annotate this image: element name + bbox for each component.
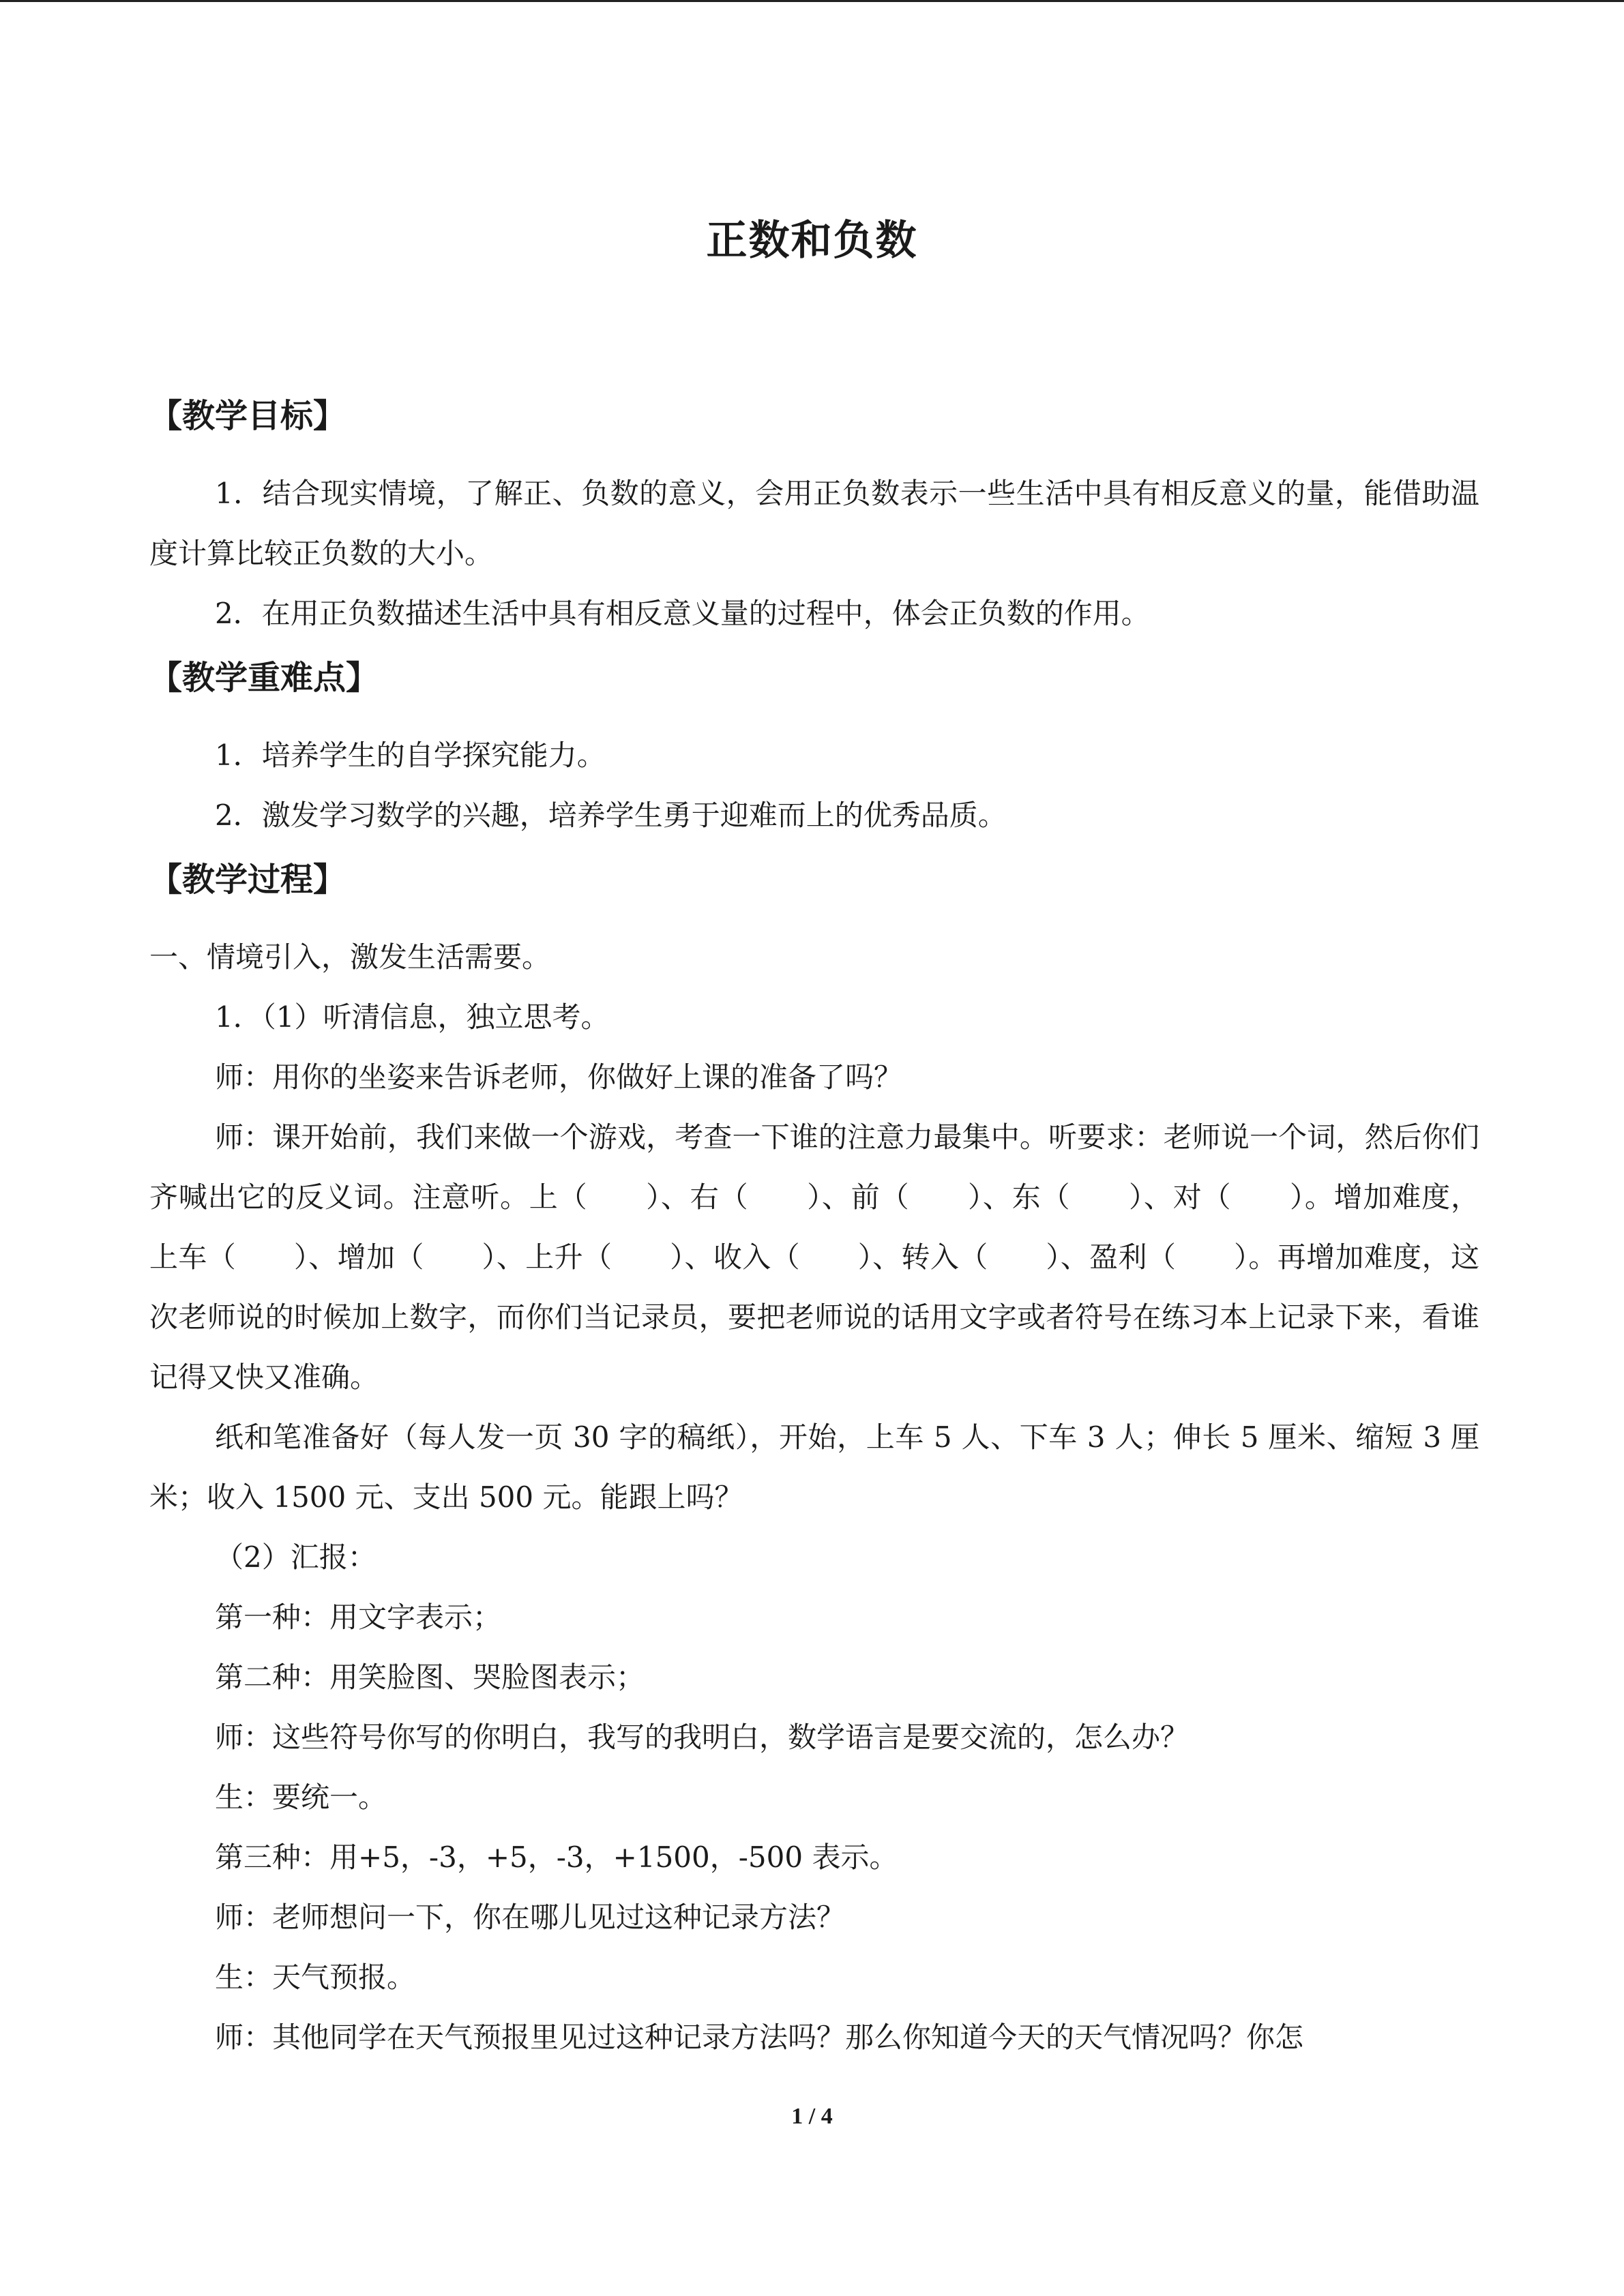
section-heading-process: 【教学过程】 — [149, 861, 346, 899]
section-heading-objectives: 【教学目标】 — [149, 397, 346, 435]
page-number: 1 / 4 — [791, 2104, 833, 2129]
paragraph: （2）汇报： — [215, 1540, 377, 1574]
paragraph: 师：其他同学在天气预报里见过这种记录方法吗？那么你知道今天的天气情况吗？你怎 — [215, 2021, 1304, 2054]
paragraph: 2．在用正负数描述生活中具有相反意义量的过程中，体会正负数的作用。 — [215, 597, 1150, 630]
paragraph: 生：天气预报。 — [215, 1960, 416, 1994]
paragraph: 纸和笔准备好（每人发一页 30 字的稿纸），开始，上车 5 人、下车 3 人；伸长 5 厘米、缩短 3 厘米；收入 1500 元、支出 500 元。能跟上吗？ — [149, 1420, 1479, 1514]
paragraph: 生：要统一。 — [215, 1780, 387, 1814]
paragraph: 师：老师想问一下，你在哪儿见过这种记录方法？ — [215, 1900, 846, 1934]
paragraph: 第二种：用笑脸图、哭脸图表示； — [215, 1660, 645, 1694]
paragraph: 1．培养学生的自学探究能力。 — [215, 739, 606, 772]
paragraph: 2．激发学习数学的兴趣，培养学生勇于迎难而上的优秀品质。 — [215, 799, 1007, 832]
section-heading-key-points: 【教学重难点】 — [149, 659, 379, 697]
paragraph: 第三种：用+5，-3，+5，-3，+1500，-500 表示。 — [215, 1840, 898, 1874]
paragraph: 一、情境引入，激发生活需要。 — [149, 940, 551, 974]
paragraph: 1．结合现实情境，了解正、负数的意义，会用正负数表示一些生活中具有相反意义的量，能借助温度计算比较正负数的大小。 — [149, 477, 1479, 570]
paragraph: 1．（1）听清信息，独立思考。 — [215, 1000, 610, 1034]
paragraph: 师：用你的坐姿来告诉老师，你做好上课的准备了吗？ — [215, 1060, 903, 1094]
paragraph: 第一种：用文字表示； — [215, 1600, 502, 1634]
paragraph: 师：课开始前，我们来做一个游戏，考查一下谁的注意力最集中。听要求：老师说一个词，然后你们齐喊出它的反义词。注意听。上（ ）、右（ ）、前（ ）、东（ ）、对（ ）。增加难度，上车（ ）、增加（ ）、上升（ ）、收入（ ）、转入（ ）、盈利（ ）。再增加难度，这次老师说的时候加上数字，而你们当记录员，要把老师说的话用文字或者符号在练习本上记录下来，看谁记得又快又准确。 — [149, 1120, 1479, 1394]
top-border-line — [0, 0, 1624, 2]
document-title: 正数和负数 — [706, 217, 918, 265]
paragraph: 师：这些符号你写的你明白，我写的我明白，数学语言是要交流的，怎么办？ — [215, 1720, 1190, 1754]
document-body — [149, 382, 1479, 2068]
